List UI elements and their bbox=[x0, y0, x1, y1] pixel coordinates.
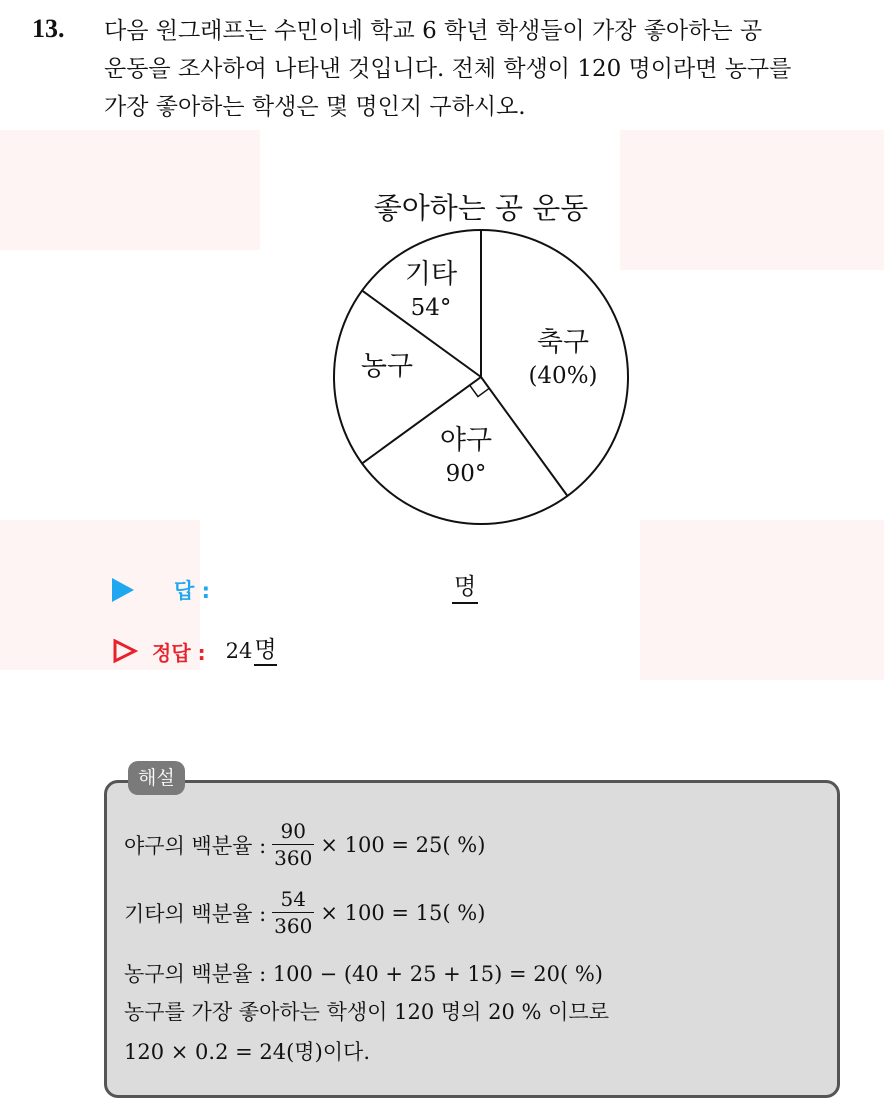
fraction-numerator: 54 bbox=[280, 887, 306, 911]
question-line: 운동을 조사하여 나타낸 것입니다. 전체 학생이 120 명이라면 농구를 bbox=[104, 56, 792, 82]
solution-line-result: 120 × 0.2 = 24(명)이다. bbox=[124, 1040, 371, 1064]
solution-prefix: 기타의 백분율 : bbox=[124, 901, 267, 926]
slice-value-label: 90° bbox=[445, 461, 487, 487]
slice-label: 농구 bbox=[360, 351, 414, 382]
fraction-numerator: 90 bbox=[280, 819, 306, 843]
outline-triangle-icon bbox=[112, 638, 138, 664]
solution-line-baseball bbox=[124, 818, 485, 871]
answer-label: 답 : bbox=[174, 579, 210, 603]
question-line: 가장 좋아하는 학생은 몇 명인지 구하시오. bbox=[104, 94, 526, 120]
solution-line-students: 농구를 가장 좋아하는 학생이 120 명의 20 % 이므로 bbox=[124, 1000, 610, 1024]
answer-row bbox=[112, 575, 210, 605]
solution-line-other bbox=[124, 886, 485, 939]
slice-value-label: (40%) bbox=[528, 363, 598, 389]
solution-suffix: × 100 = 15( %) bbox=[320, 900, 486, 925]
answer-unit[interactable]: 명 bbox=[452, 572, 478, 604]
slice-value-label: 54° bbox=[410, 295, 452, 321]
correct-value: 24 bbox=[225, 639, 253, 663]
chart-title: 좋아하는 공 운동 bbox=[373, 191, 589, 225]
question-line: 다음 원그래프는 수민이네 학교 6 학년 학생들이 가장 좋아하는 공 bbox=[104, 18, 763, 44]
solution-prefix: 야구의 백분율 : bbox=[124, 833, 267, 858]
correct-row bbox=[112, 636, 277, 666]
fraction-denominator: 360 bbox=[274, 846, 313, 870]
solution-line-basketball: 농구의 백분율 : 100 − (40 + 25 + 15) = 20( %) bbox=[124, 962, 603, 986]
correct-unit: 명 bbox=[254, 636, 276, 666]
solution-suffix: × 100 = 25( %) bbox=[320, 832, 486, 857]
correct-label: 정답 : bbox=[152, 640, 206, 665]
fraction bbox=[272, 818, 314, 871]
question-number: 13. bbox=[32, 14, 65, 43]
play-triangle-icon bbox=[112, 578, 134, 602]
slice-label: 축구 bbox=[536, 327, 590, 358]
fraction bbox=[272, 886, 314, 939]
fraction-denominator: 360 bbox=[274, 914, 313, 938]
slice-label: 야구 bbox=[439, 425, 493, 456]
solution-tag: 해설 bbox=[128, 761, 185, 795]
slice-label: 기타 bbox=[404, 259, 458, 290]
